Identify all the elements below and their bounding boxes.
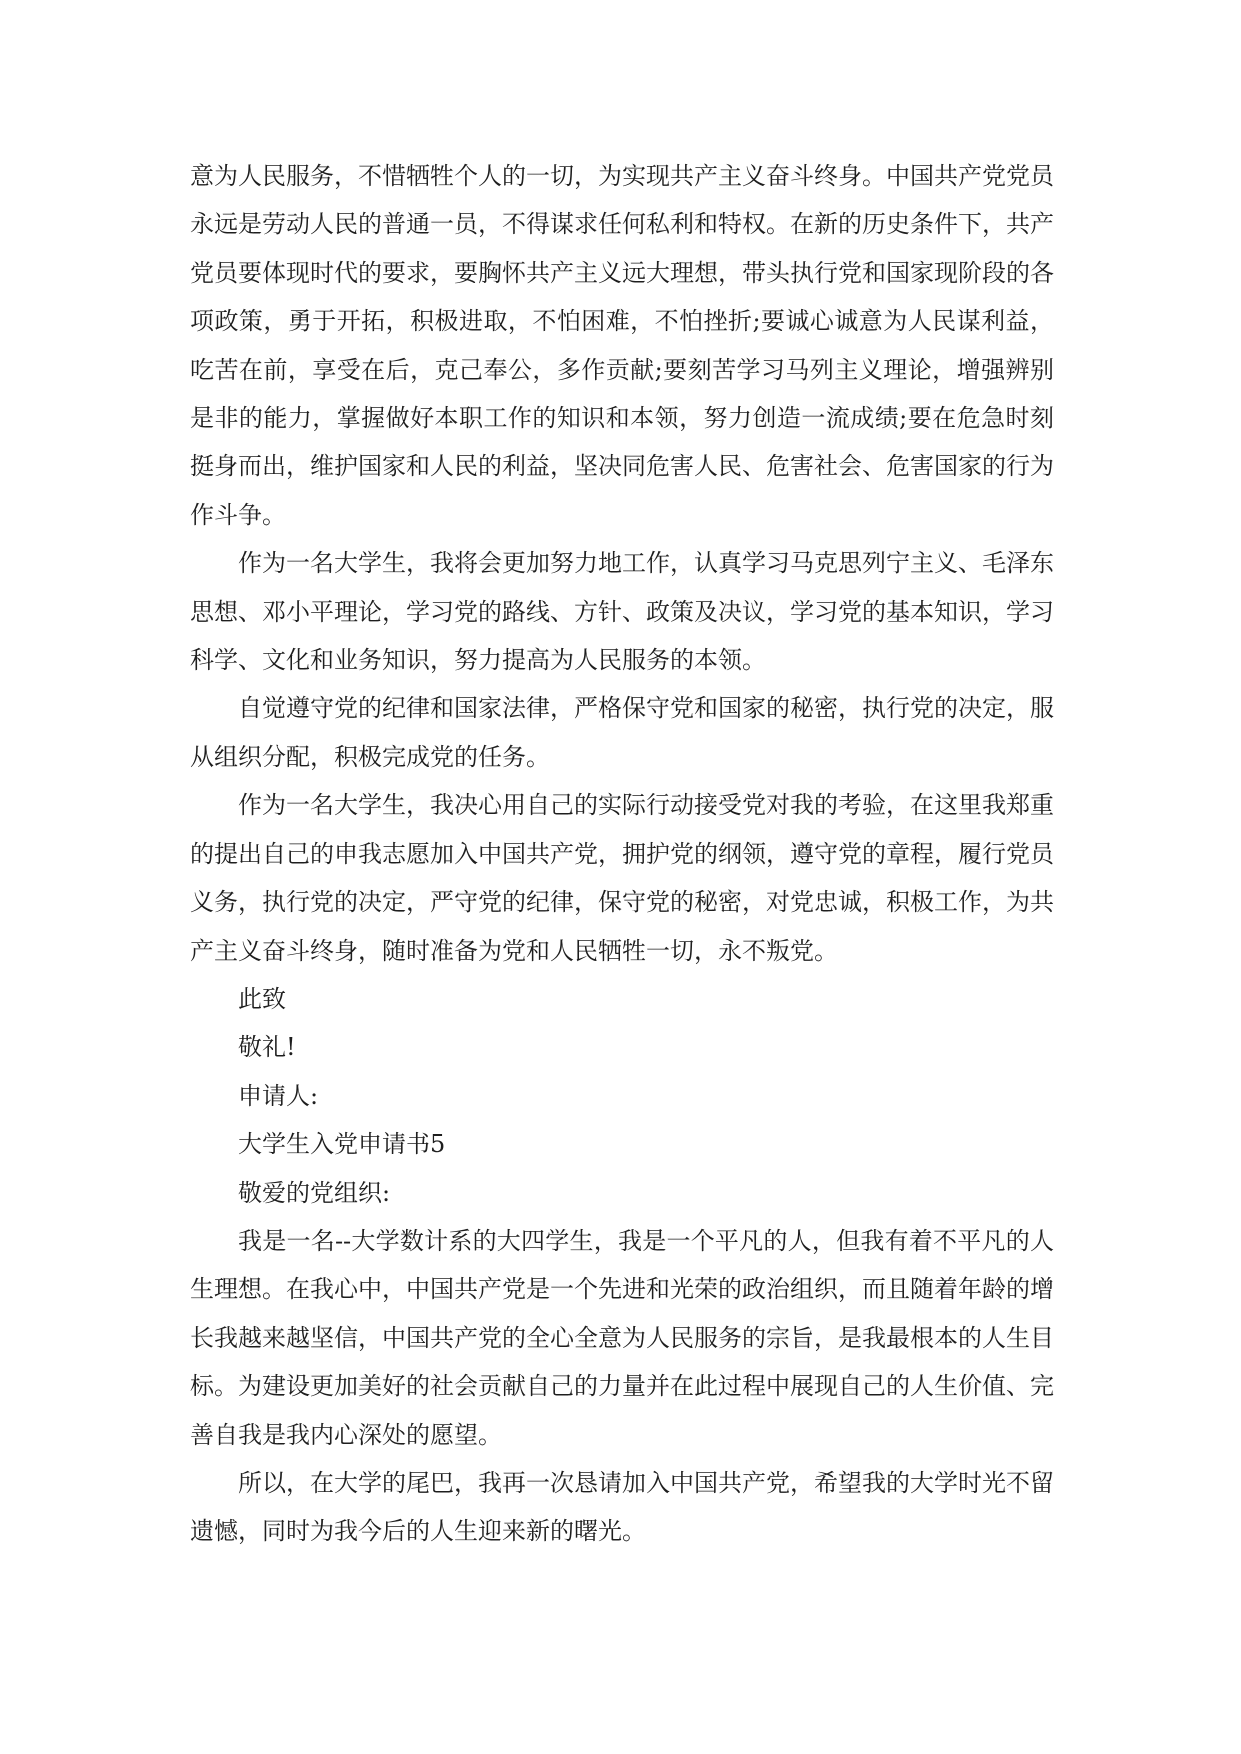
- paragraph-4: 作为一名大学生，我决心用自己的实际行动接受党对我的考验，在这里我郑重的提出自己的申我志愿加入中国共产党，拥护党的纲领，遵守党的章程，履行党员义务，执行党的决定，严守党的纪律，保守党的秘密，对党忠诚，积极工作，为共产主义奋斗终身，随时准备为党和人民牺牲一切，永不叛党。: [190, 791, 1054, 965]
- section-heading: 大学生入党申请书5: [238, 1130, 446, 1159]
- closing-salutation-2: 敬礼!: [238, 1033, 296, 1062]
- paragraph-2: 作为一名大学生，我将会更加努力地工作，认真学习马克思列宁主义、毛泽东思想、邓小平理论，学习党的路线、方针、政策及决议，学习党的基本知识，学习科学、文化和业务知识，努力提高为人民服务的本领。: [190, 549, 1054, 675]
- letter-greeting: 敬爱的党组织:: [238, 1178, 391, 1207]
- document-body: [190, 152, 1054, 1556]
- paragraph-6: 所以，在大学的尾巴，我再一次恳请加入中国共产党，希望我的大学时光不留遗憾，同时为我今后的人生迎来新的曙光。: [190, 1468, 1054, 1546]
- paragraph-1: 意为人民服务，不惜牺牲个人的一切，为实现共产主义奋斗终身。中国共产党党员永远是劳动人民的普通一员，不得谋求任何私利和特权。在新的历史条件下，共产党员要体现时代的要求，要胸怀共产主义远大理想，带头执行党和国家现阶段的各项政策，勇于开拓，积极进取，不怕困难，不怕挫折;要诚心诚意为人民谋利益，吃苦在前，享受在后，克己奉公，多作贡献;要刻苦学习马列主义理论，增强辨别是非的能力，掌握做好本职工作的知识和本领，努力创造一流成绩;要在危急时刻挺身而出，维护国家和人民的利益，坚决同危害人民、危害社会、危害国家的行为作斗争。: [190, 162, 1054, 529]
- paragraph-5: 我是一名--大学数计系的大四学生，我是一个平凡的人，但我有着不平凡的人生理想。在我心中，中国共产党是一个先进和光荣的政治组织，而且随着年龄的增长我越来越坚信，中国共产党的全心全意为人民服务的宗旨，是我最根本的人生目标。为建设更加美好的社会贡献自己的力量并在此过程中展现自己的人生价值、完善自我是我内心深处的愿望。: [190, 1226, 1054, 1449]
- closing-salutation-1: 此致: [238, 984, 286, 1013]
- applicant-label: 申请人:: [238, 1081, 319, 1110]
- paragraph-3: 自觉遵守党的纪律和国家法律，严格保守党和国家的秘密，执行党的决定，服从组织分配，积极完成党的任务。: [190, 694, 1054, 771]
